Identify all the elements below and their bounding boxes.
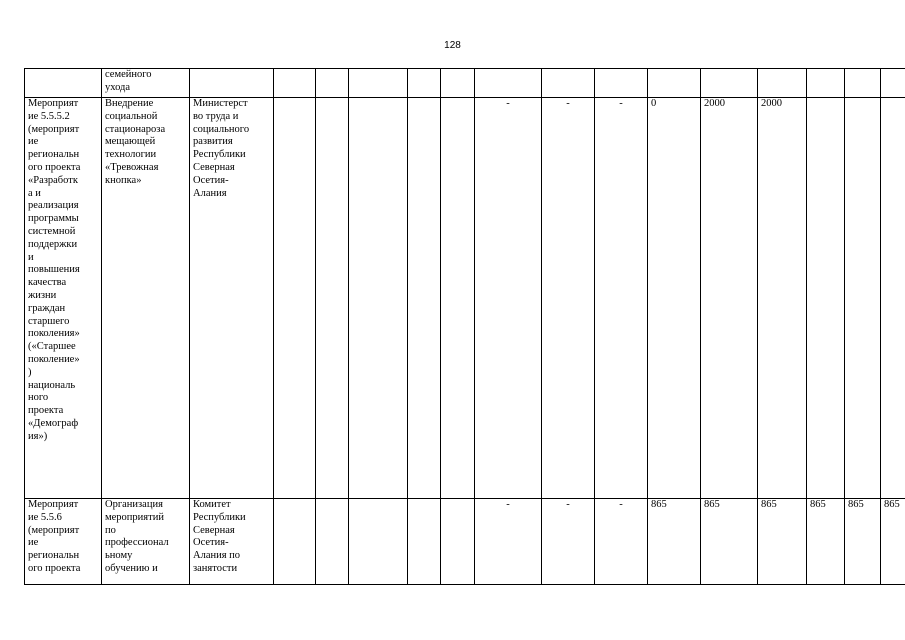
table-cell xyxy=(441,499,475,585)
value-cell: 865 xyxy=(881,499,905,585)
table-cell xyxy=(274,69,316,98)
value-cell: 865 xyxy=(648,499,701,585)
table-cell xyxy=(274,499,316,585)
table-cell xyxy=(701,69,758,98)
value-cell: - xyxy=(542,499,595,585)
table-row xyxy=(25,69,905,98)
table-cell xyxy=(408,69,441,98)
table-cell xyxy=(807,69,845,98)
program-table xyxy=(24,68,905,585)
table-cell xyxy=(595,69,648,98)
table-cell xyxy=(190,69,274,98)
table-cell xyxy=(758,69,807,98)
value-cell: 865 xyxy=(758,499,807,585)
table-cell xyxy=(316,69,349,98)
value-cell xyxy=(845,98,881,499)
event-name-cell: Мероприят ие 5.5.5.2 (мероприят ие региональн ого проекта «Разработк а и реализация программы системной поддержки и повышения качества жизни граждан старшего поколения» («Старшее поколение» ) националь ного проекта «Демограф ия») xyxy=(25,98,102,499)
value-cell: - xyxy=(475,98,542,499)
value-cell: - xyxy=(595,98,648,499)
value-cell: 2000 xyxy=(758,98,807,499)
table-cell xyxy=(316,98,349,499)
value-cell: 865 xyxy=(701,499,758,585)
table-row xyxy=(25,98,905,499)
event-description-cell: Организация мероприятий по профессионал ьному обучению и xyxy=(102,499,190,585)
table-cell xyxy=(845,69,881,98)
table-cell xyxy=(475,69,542,98)
table-cell xyxy=(441,69,475,98)
table-cell xyxy=(408,499,441,585)
value-cell: - xyxy=(542,98,595,499)
event-description-cell: Внедрение социальной стационароза мещающей технологии «Тревожная кнопка» xyxy=(102,98,190,499)
value-cell xyxy=(881,98,905,499)
table-cell xyxy=(316,499,349,585)
executor-cell: Министерст во труда и социального развития Республики Северная Осетия- Алания xyxy=(190,98,274,499)
table-cell xyxy=(881,69,905,98)
event-name-cell: Мероприят ие 5.5.6 (мероприят ие региональн ого проекта xyxy=(25,499,102,585)
value-cell: 865 xyxy=(845,499,881,585)
table-cell xyxy=(542,69,595,98)
table-cell xyxy=(274,98,316,499)
table-cell xyxy=(349,499,408,585)
table-cell xyxy=(25,69,102,98)
table-cell xyxy=(408,98,441,499)
value-cell xyxy=(807,98,845,499)
table-cell xyxy=(441,98,475,499)
table-cell xyxy=(648,69,701,98)
value-cell: 2000 xyxy=(701,98,758,499)
value-cell: - xyxy=(595,499,648,585)
page-number: 128 xyxy=(444,40,461,51)
executor-cell: Комитет Республики Северная Осетия- Алания по занятости xyxy=(190,499,274,585)
table-cell xyxy=(349,69,408,98)
value-cell: 865 xyxy=(807,499,845,585)
value-cell: - xyxy=(475,499,542,585)
table-row xyxy=(25,499,905,585)
value-cell: 0 xyxy=(648,98,701,499)
table-cell: семейного ухода xyxy=(102,69,190,98)
table-cell xyxy=(349,98,408,499)
